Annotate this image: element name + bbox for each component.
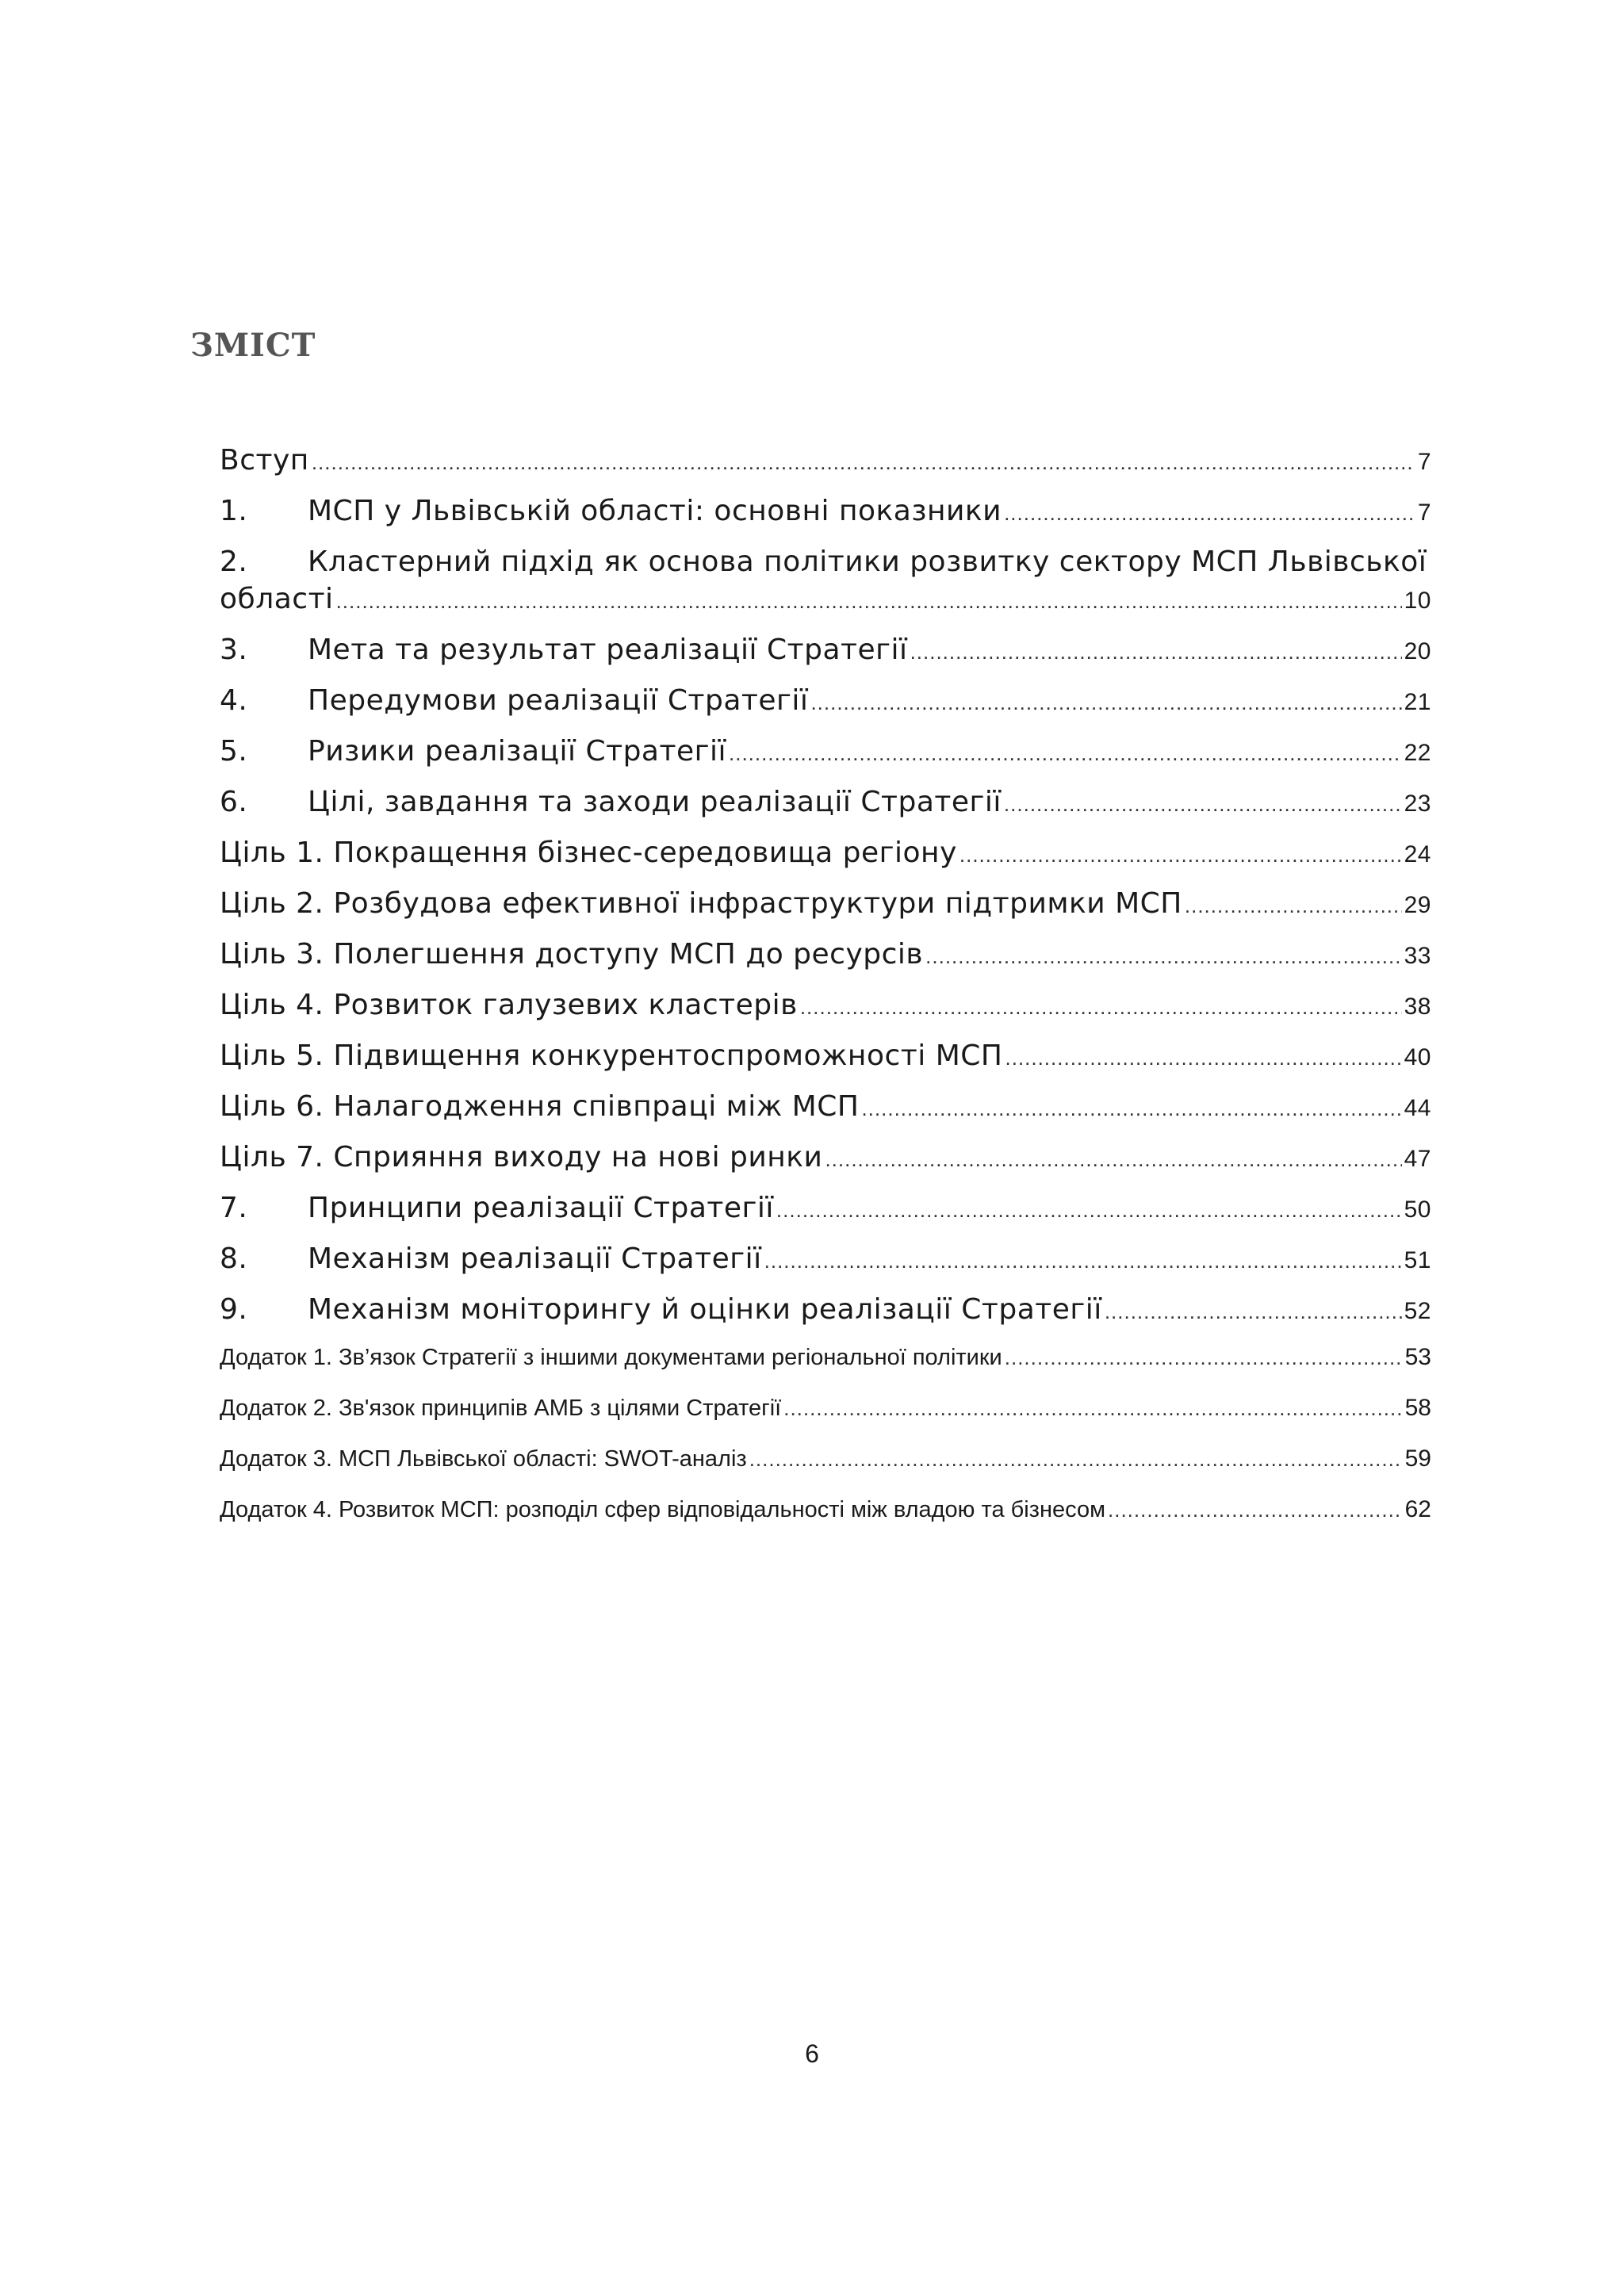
toc-page-number: 29 [1404, 892, 1431, 918]
toc-entry-number: 9. [220, 1293, 248, 1326]
toc-entry[interactable] [220, 989, 1431, 1021]
dot-leader [764, 1249, 1402, 1273]
toc-entry-text-continued: області [220, 583, 334, 615]
toc-entry-text: Ціль 7. Сприяння виходу на нові ринки [220, 1141, 823, 1174]
toc-entry-text: Додаток 4. Розвиток МСП: розподіл сфер відповідальності між владою та бізнесом [220, 1497, 1106, 1522]
toc-page-number: 10 [1404, 588, 1431, 614]
toc-page-number: 21 [1404, 689, 1431, 715]
dot-leader [910, 640, 1402, 664]
toc-entry[interactable] [220, 938, 1431, 971]
toc-page-number: 38 [1404, 994, 1431, 1020]
toc-page-number: 20 [1404, 638, 1431, 664]
toc-page-number: 59 [1404, 1445, 1431, 1472]
toc-page-number: 52 [1404, 1298, 1431, 1324]
toc-entry-number: 3. [220, 634, 248, 666]
toc-entry-text: Додаток 1. Зв’язок Стратегії з іншими документами регіональної політики [220, 1345, 1002, 1370]
toc-entry-text: Ціль 2. Розбудова ефективної інфраструктури підтримки МСП [220, 887, 1182, 920]
toc-entry-text: Механізм моніторингу й оцінки реалізації Стратегії [308, 1293, 1102, 1326]
toc-entry-appendix[interactable] [220, 1445, 1431, 1472]
toc-entry-text: Додаток 2. Зв'язок принципів АМБ з цілями Стратегії [220, 1396, 782, 1421]
toc-entry-text: Передумови реалізації Стратегії [308, 684, 809, 717]
dot-leader [825, 1147, 1401, 1172]
toc-entry[interactable] [220, 546, 1431, 615]
toc-page-number: 40 [1404, 1044, 1431, 1070]
toc-entry-text: Кластерний підхід як основа політики розвитку сектору МСП Львівської [308, 546, 1427, 578]
toc-entry-text: Вступ [220, 444, 309, 477]
toc-entry-appendix[interactable] [220, 1395, 1431, 1422]
toc-entry[interactable] [220, 444, 1431, 477]
dot-leader [729, 741, 1402, 766]
toc-entry[interactable] [220, 735, 1431, 768]
toc-entry-number: 7. [220, 1192, 248, 1224]
toc-entry[interactable] [220, 634, 1431, 666]
toc-page-number: 58 [1404, 1395, 1431, 1421]
toc-entry-text: Ціль 1. Покращення бізнес-середовища регіону [220, 837, 957, 869]
toc-entry[interactable] [220, 887, 1431, 920]
toc-entry-number: 2. [220, 546, 248, 578]
toc-entry[interactable] [220, 1141, 1431, 1174]
toc-entry-text: Принципи реалізації Стратегії [308, 1192, 774, 1224]
toc-page-number: 7 [1417, 449, 1431, 475]
toc-entry-text: МСП у Львівській області: основні показники [308, 495, 1002, 527]
toc-entry[interactable] [220, 495, 1431, 527]
dot-leader [1185, 894, 1402, 918]
dot-leader [800, 995, 1402, 1020]
toc-entry-text: Ціль 5. Підвищення конкурентоспроможності МСП [220, 1040, 1003, 1072]
toc-entry[interactable] [220, 1090, 1431, 1123]
toc-page-number: 62 [1404, 1496, 1431, 1522]
dot-leader [336, 589, 1402, 614]
dot-leader [1108, 1498, 1403, 1522]
toc-entry[interactable] [220, 1242, 1431, 1275]
toc-entry-text: Мета та результат реалізації Стратегії [308, 634, 908, 666]
toc-entry-number: 8. [220, 1242, 248, 1275]
toc-page-number: 47 [1404, 1146, 1431, 1172]
table-of-contents [220, 444, 1431, 1547]
toc-entry-text: Ціль 6. Налагодження співпраці між МСП [220, 1090, 860, 1123]
page-number: 6 [805, 2039, 819, 2068]
dot-leader [810, 691, 1401, 715]
dot-leader [1004, 792, 1402, 817]
toc-page-number: 23 [1404, 791, 1431, 817]
toc-entry-number: 6. [220, 786, 248, 818]
dot-leader [861, 1097, 1401, 1121]
toc-entry-text: Додаток 3. МСП Львівської області: SWOT-аналіз [220, 1446, 747, 1472]
dot-leader [783, 1396, 1402, 1421]
dot-leader [925, 944, 1401, 969]
dot-leader [1005, 1346, 1403, 1370]
toc-entry-appendix[interactable] [220, 1344, 1431, 1371]
dot-leader [749, 1447, 1403, 1472]
toc-entry[interactable] [220, 786, 1431, 818]
toc-entry-appendix[interactable] [220, 1496, 1431, 1523]
toc-entry-number: 4. [220, 684, 248, 717]
toc-page-number: 53 [1404, 1344, 1431, 1370]
toc-entry-number: 5. [220, 735, 248, 768]
toc-entry-text: Ціль 4. Розвиток галузевих кластерів [220, 989, 798, 1021]
toc-page-number: 7 [1417, 500, 1431, 526]
toc-entry[interactable] [220, 1293, 1431, 1326]
toc-entry[interactable] [220, 684, 1431, 717]
toc-page-number: 44 [1404, 1095, 1431, 1121]
toc-page-number: 33 [1404, 943, 1431, 969]
dot-leader [312, 450, 1415, 475]
toc-title: ЗМІСТ [190, 327, 316, 364]
dot-leader [1004, 501, 1415, 526]
toc-entry[interactable] [220, 837, 1431, 869]
toc-entry[interactable] [220, 1040, 1431, 1072]
toc-page-number: 50 [1404, 1197, 1431, 1223]
dot-leader [1105, 1300, 1402, 1324]
toc-entry-text: Цілі, завдання та заходи реалізації Стратегії [308, 786, 1002, 818]
dot-leader [959, 843, 1402, 867]
toc-page-number: 24 [1404, 841, 1431, 867]
toc-entry-text: Ціль 3. Полегшення доступу МСП до ресурсів [220, 938, 924, 971]
toc-entry[interactable] [220, 1192, 1431, 1224]
toc-entry-text: Механізм реалізації Стратегії [308, 1242, 762, 1275]
toc-entry-number: 1. [220, 495, 248, 527]
dot-leader [1005, 1046, 1401, 1070]
toc-page-number: 22 [1404, 740, 1431, 766]
dot-leader [776, 1198, 1402, 1223]
toc-entry-text: Ризики реалізації Стратегії [308, 735, 727, 768]
toc-page-number: 51 [1404, 1247, 1431, 1273]
